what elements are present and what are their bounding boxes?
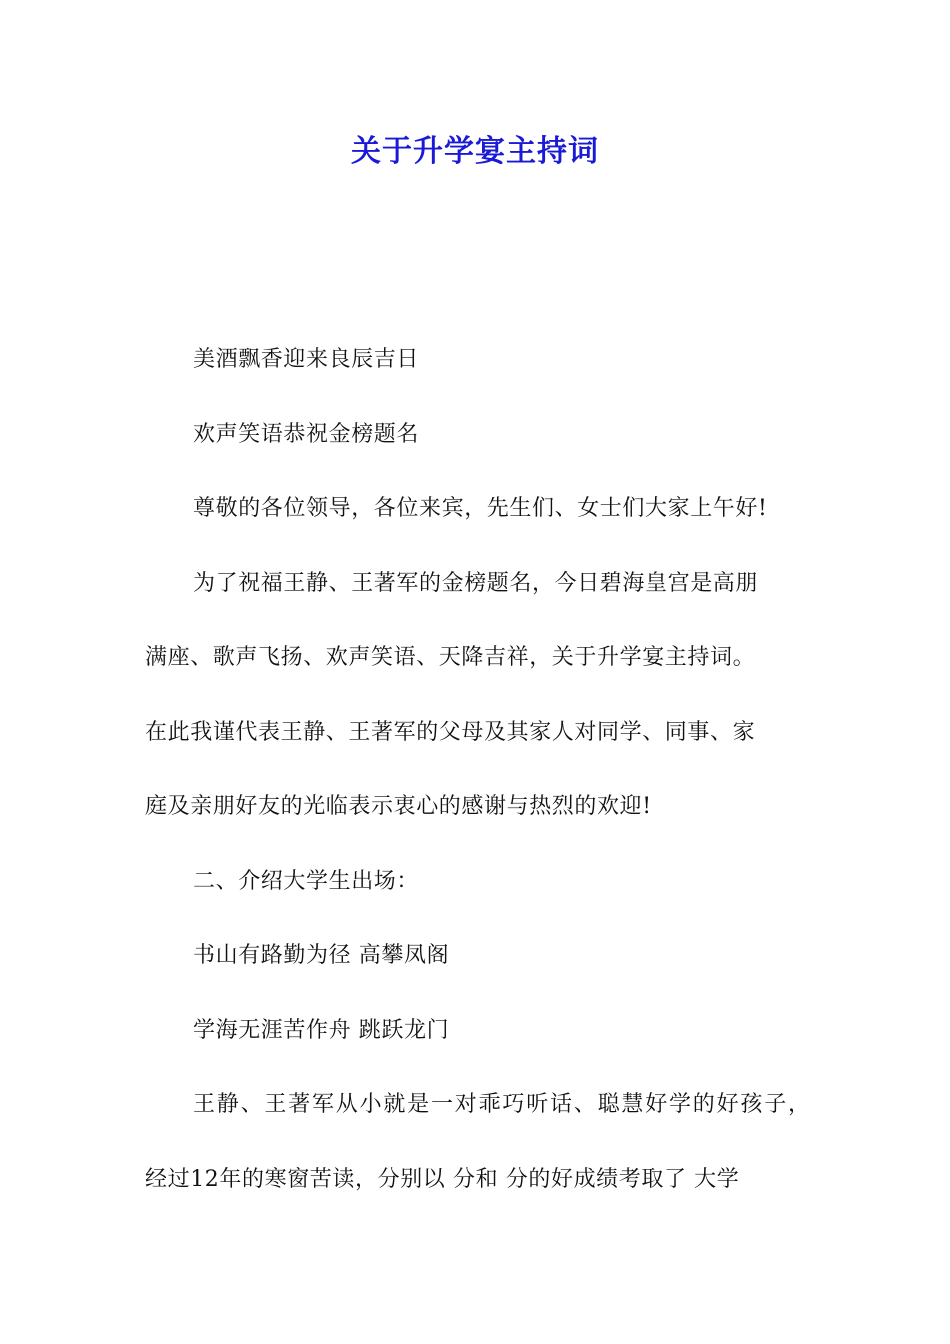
paragraph-line: 在此我谨代表王静、王著军的父母及其家人对同学、同事、家 — [145, 719, 756, 745]
paragraph-line: 为了祝福王静、王著军的金榜题名，今日碧海皇宫是高朋 — [193, 570, 759, 596]
document-body — [145, 336, 825, 1230]
paragraph-line: 欢声笑语恭祝金榜题名 — [193, 421, 420, 447]
document-title: 关于升学宴主持词 — [351, 134, 599, 169]
paragraph-line: 书山有路勤为径 高攀凤阁 — [193, 943, 450, 968]
paragraph-line: 美酒飘香迎来良辰吉日 — [193, 347, 420, 372]
paragraph-line: 庭及亲朋好友的光临表示衷心的感谢与热烈的欢迎! — [145, 794, 652, 819]
paragraph-line: 尊敬的各位领导，各位来宾，先生们、女士们大家上午好! — [193, 496, 768, 521]
paragraph-line: 学海无涯苦作舟 跳跃龙门 — [193, 1017, 450, 1043]
paragraph-line: 二、介绍大学生出场： — [193, 868, 420, 894]
paragraph-line: 满座、歌声飞扬、欢声笑语、天降吉祥，关于升学宴主持词。 — [145, 645, 756, 670]
paragraph-line: 经过12年的寒窗苦读，分别以 分和 分的好成绩考取了 大学 — [145, 1166, 740, 1192]
paragraph-line: 王静、王著军从小就是一对乖巧听话、聪慧好学的好孩子， — [193, 1092, 812, 1117]
